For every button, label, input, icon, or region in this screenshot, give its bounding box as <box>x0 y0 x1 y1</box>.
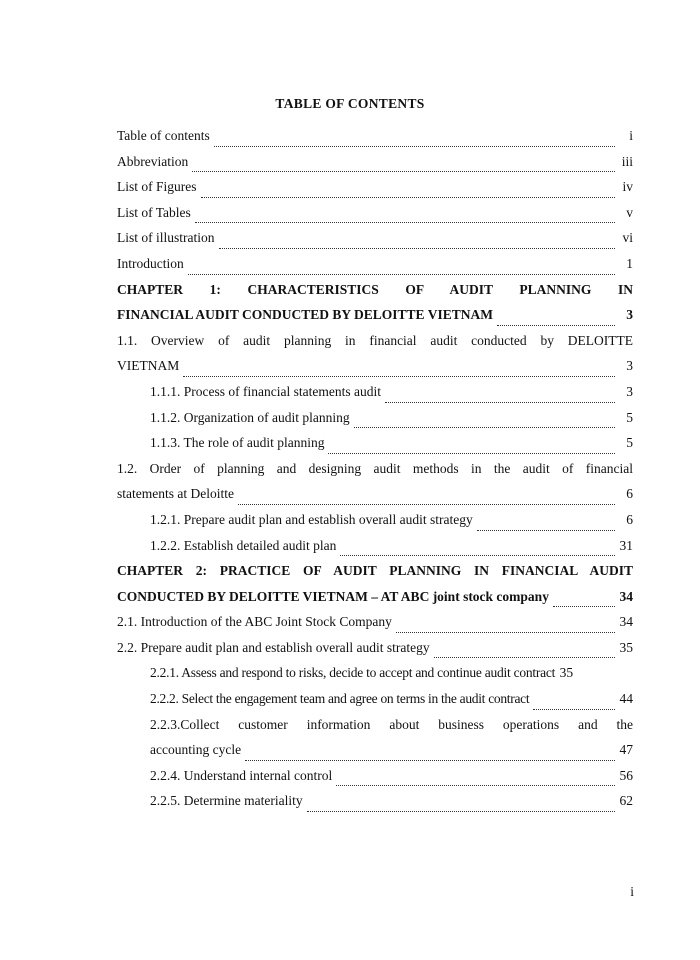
toc-entry-label: Introduction <box>117 255 184 271</box>
toc-entry-page: iv <box>622 179 633 195</box>
toc-entry[interactable] <box>117 435 633 461</box>
dot-leader <box>477 530 615 531</box>
toc-entry-label: Abbreviation <box>117 153 189 169</box>
toc-entry-label: statements at Deloitte <box>117 486 234 502</box>
page-number: i <box>630 884 634 899</box>
toc-entry-label: 2.2.2. Select the engagement team and agree on terms in the audit contract <box>150 691 530 707</box>
toc-section-line[interactable]: 1.1. Overview of audit planning in financial audit conducted by DELOITTE <box>117 332 633 348</box>
toc-entry-page: 34 <box>619 614 633 630</box>
toc-entry-page: 44 <box>619 691 633 707</box>
toc-entry[interactable] <box>117 205 633 231</box>
dot-leader <box>183 376 615 377</box>
toc-section-line[interactable]: 1.2. Order of planning and designing audit methods in the audit of financial <box>117 460 633 476</box>
toc-entry[interactable] <box>117 358 633 384</box>
toc-entry-label: 2.2. Prepare audit plan and establish overall audit strategy <box>117 639 430 655</box>
toc-entry[interactable] <box>117 512 633 538</box>
toc-section-line[interactable]: 2.2.3.Collect customer information about business operations and the <box>150 716 633 732</box>
dot-leader <box>214 146 615 147</box>
toc-entry-page: 3 <box>626 307 633 323</box>
toc-entry-label: List of Figures <box>117 179 197 195</box>
dot-leader <box>201 197 616 198</box>
toc-list <box>117 128 633 819</box>
toc-entry-label: 1.1.2. Organization of audit planning <box>150 409 350 425</box>
toc-entry-page: 5 <box>626 409 633 425</box>
dot-leader <box>497 325 615 326</box>
dot-leader <box>307 811 615 812</box>
toc-entry-page: 47 <box>619 742 633 758</box>
dot-leader <box>245 760 615 761</box>
toc-entry-page: i <box>629 128 633 143</box>
dot-leader <box>195 222 615 223</box>
toc-entry-label: List of illustration <box>117 230 215 246</box>
toc-entry[interactable] <box>117 793 633 819</box>
dot-leader <box>219 248 616 249</box>
toc-entry-label: 2.2.5. Determine materiality <box>150 793 303 809</box>
toc-entry[interactable] <box>117 589 633 615</box>
toc-entry-page: 62 <box>619 793 633 809</box>
toc-title: TABLE OF CONTENTS <box>275 96 425 111</box>
dot-leader <box>340 555 615 556</box>
toc-entry[interactable] <box>117 768 633 794</box>
toc-entry-page: 31 <box>619 537 633 553</box>
toc-entry-label: Table of contents <box>117 128 210 143</box>
toc-entry[interactable] <box>117 691 633 717</box>
toc-entry[interactable] <box>117 179 633 205</box>
toc-entry-page: 35 <box>619 639 633 655</box>
toc-entry[interactable] <box>117 384 633 410</box>
toc-entry[interactable] <box>117 742 633 768</box>
toc-entry-page: 1 <box>626 255 633 271</box>
toc-entry-label: List of Tables <box>117 204 191 220</box>
toc-entry-page: v <box>626 204 633 220</box>
toc-entry-page: 34 <box>619 588 633 604</box>
dot-leader <box>553 606 615 607</box>
toc-entry-page: 6 <box>626 511 633 527</box>
dot-leader <box>192 171 615 172</box>
toc-entry-page: vi <box>622 230 633 246</box>
toc-entry-label: 1.1.3. The role of audit planning <box>150 435 325 451</box>
toc-entry[interactable] <box>117 640 633 666</box>
toc-chapter-line[interactable]: CHAPTER 1: CHARACTERISTICS OF AUDIT PLANNING IN <box>117 281 633 297</box>
toc-entry-page: 35 <box>559 665 574 681</box>
toc-entry[interactable] <box>117 307 633 333</box>
toc-chapter-line[interactable]: CHAPTER 2: PRACTICE OF AUDIT PLANNING IN FINANCIAL AUDIT <box>117 563 633 579</box>
toc-entry-page: 6 <box>626 486 633 502</box>
toc-entry-page: iii <box>621 153 633 169</box>
toc-entry-label: VIETNAM <box>117 358 180 374</box>
dot-leader <box>533 709 615 710</box>
toc-entry-label: 2.2.4. Understand internal control <box>150 767 333 783</box>
dot-leader <box>238 504 615 505</box>
toc-entry-label: FINANCIAL AUDIT CONDUCTED BY DELOITTE VIETNAM <box>117 307 493 323</box>
toc-entry-page: 3 <box>626 358 633 374</box>
toc-entry[interactable] <box>117 410 633 436</box>
dot-leader <box>188 274 615 275</box>
toc-entry-label: 1.2.1. Prepare audit plan and establish overall audit strategy <box>150 511 473 527</box>
dot-leader <box>434 657 615 658</box>
dot-leader <box>328 453 615 454</box>
toc-entry[interactable] <box>117 614 633 640</box>
toc-entry-label: CONDUCTED BY DELOITTE VIETNAM – AT ABC joint stock company <box>117 588 549 604</box>
toc-entry-label: 1.1.1. Process of financial statements audit <box>150 383 381 399</box>
toc-entry-page: 56 <box>619 767 633 783</box>
toc-entry[interactable] <box>117 538 633 564</box>
toc-entry-label: accounting cycle <box>150 742 242 758</box>
toc-entry[interactable] <box>117 154 633 180</box>
toc-entry-page: 3 <box>626 383 633 399</box>
toc-entry[interactable] <box>117 230 633 256</box>
toc-entry-label: 1.2.2. Establish detailed audit plan <box>150 537 337 553</box>
toc-entry[interactable] <box>117 128 633 154</box>
dot-leader <box>336 785 615 786</box>
toc-entry-page: 5 <box>626 435 633 451</box>
toc-entry-label: 2.1. Introduction of the ABC Joint Stock Company <box>117 614 392 630</box>
toc-entry-label: 2.2.1. Assess and respond to risks, decide to accept and continue audit contract <box>150 665 556 681</box>
toc-entry[interactable] <box>117 665 633 691</box>
dot-leader <box>385 402 615 403</box>
toc-entry[interactable] <box>117 256 633 282</box>
dot-leader <box>396 632 615 633</box>
dot-leader <box>354 427 615 428</box>
toc-entry[interactable] <box>117 486 633 512</box>
